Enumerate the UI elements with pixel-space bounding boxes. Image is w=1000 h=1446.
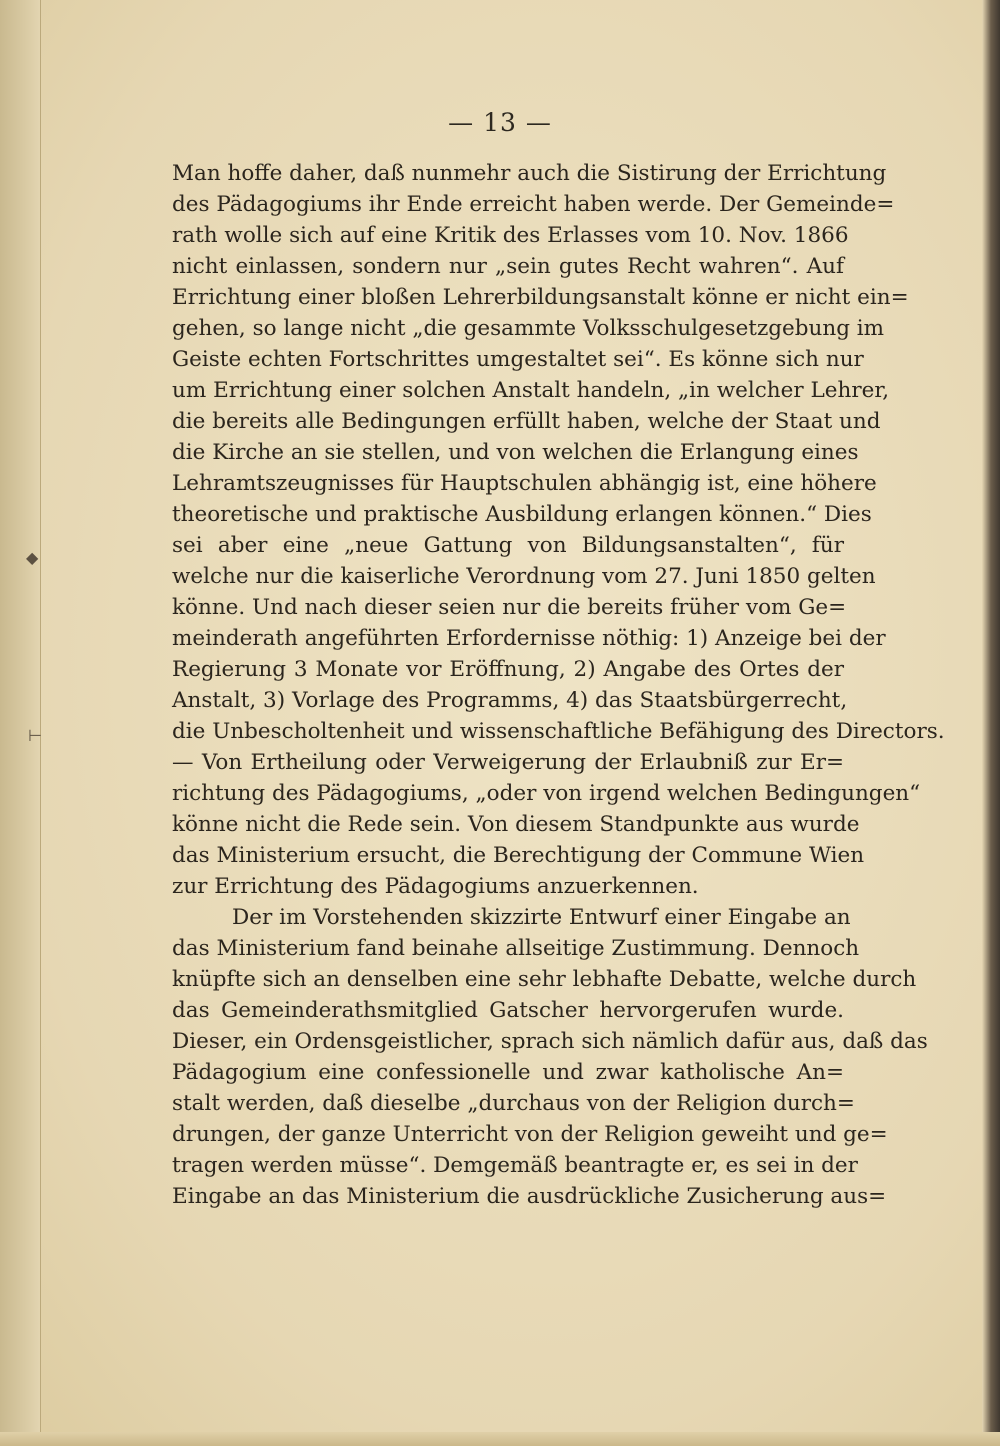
text-line: könne nicht die Rede sein. Von diesem Standpunkte aus wurde xyxy=(172,812,860,837)
text-line: das Gemeinderathsmitglied Gatscher hervorgerufen wurde. xyxy=(172,998,844,1023)
text-line: sei aber eine „neue Gattung von Bildungsanstalten“, für xyxy=(172,533,844,558)
text-line: das Ministerium fand beinahe allseitige Zustimmung. Dennoch xyxy=(172,936,860,961)
text-line: Regierung 3 Monate vor Eröffnung, 2) Angabe des Ortes der xyxy=(172,657,844,682)
text-line: zur Errichtung des Pädagogiums anzuerkennen. xyxy=(172,874,699,899)
margin-mark-tick-icon: ⊢ xyxy=(28,726,42,745)
text-line: gehen, so lange nicht „die gesammte Volksschulgesetzgebung im xyxy=(172,316,885,341)
text-line: stalt werden, daß dieselbe „durchaus von der Religion durch= xyxy=(172,1091,855,1116)
text-line: die Unbescholtenheit und wissenschaftliche Befähigung des Directors. xyxy=(172,719,945,744)
text-line: Pädagogium eine confessionelle und zwar katholische An= xyxy=(172,1060,844,1085)
page-edge xyxy=(982,0,1000,1446)
text-line: Der im Vorstehenden skizzirte Entwurf einer Eingabe an xyxy=(232,905,851,930)
text-line: Geiste echten Fortschrittes umgestaltet sei“. Es könne sich nur xyxy=(172,347,864,372)
text-line: tragen werden müsse“. Demgemäß beantragte er, es sei in der xyxy=(172,1153,858,1178)
text-line: richtung des Pädagogiums, „oder von irgend welchen Bedingungen“ xyxy=(172,781,921,806)
binding-gutter xyxy=(0,0,41,1446)
text-line: theoretische und praktische Ausbildung erlangen können.“ Dies xyxy=(172,502,872,527)
text-line: Errichtung einer bloßen Lehrerbildungsanstalt könne er nicht ein= xyxy=(172,285,909,310)
text-line: Dieser, ein Ordensgeistlicher, sprach sich nämlich dafür aus, daß das xyxy=(172,1029,928,1054)
text-line: drungen, der ganze Unterricht von der Religion geweiht und ge= xyxy=(172,1122,888,1147)
text-line: rath wolle sich auf eine Kritik des Erlasses vom 10. Nov. 1866 xyxy=(172,223,849,248)
text-line: knüpfte sich an denselben eine sehr lebhafte Debatte, welche durch xyxy=(172,967,917,992)
page-number: — 13 — xyxy=(448,108,552,137)
text-line: könne. Und nach dieser seien nur die bereits früher vom Ge= xyxy=(172,595,847,620)
page-bottom-edge xyxy=(0,1432,1000,1446)
text-line: meinderath angeführten Erfordernisse nöthig: 1) Anzeige bei der xyxy=(172,626,886,651)
text-line: des Pädagogiums ihr Ende erreicht haben werde. Der Gemeinde= xyxy=(172,192,895,217)
body-text xyxy=(172,158,945,1212)
text-line: Eingabe an das Ministerium die ausdrückliche Zusicherung aus= xyxy=(172,1184,887,1209)
text-line: die Kirche an sie stellen, und von welchen die Erlangung eines xyxy=(172,440,859,465)
text-line: nicht einlassen, sondern nur „sein gutes Recht wahren“. Auf xyxy=(172,254,844,279)
text-line: welche nur die kaiserliche Verordnung vom 27. Juni 1850 gelten xyxy=(172,564,876,589)
text-line: das Ministerium ersucht, die Berechtigung der Commune Wien xyxy=(172,843,865,868)
text-line: um Errichtung einer solchen Anstalt handeln, „in welcher Lehrer, xyxy=(172,378,890,403)
text-line: — Von Ertheilung oder Verweigerung der Erlaubniß zur Er= xyxy=(172,750,844,775)
margin-mark-arrow-icon: ◆ xyxy=(26,548,39,567)
text-line: Man hoffe daher, daß nunmehr auch die Sistirung der Errichtung xyxy=(172,161,887,186)
text-line: die bereits alle Bedingungen erfüllt haben, welche der Staat und xyxy=(172,409,881,434)
text-line: Anstalt, 3) Vorlage des Programms, 4) das Staatsbürgerrecht, xyxy=(172,688,848,713)
text-line: Lehramtszeugnisses für Hauptschulen abhängig ist, eine höhere xyxy=(172,471,877,496)
